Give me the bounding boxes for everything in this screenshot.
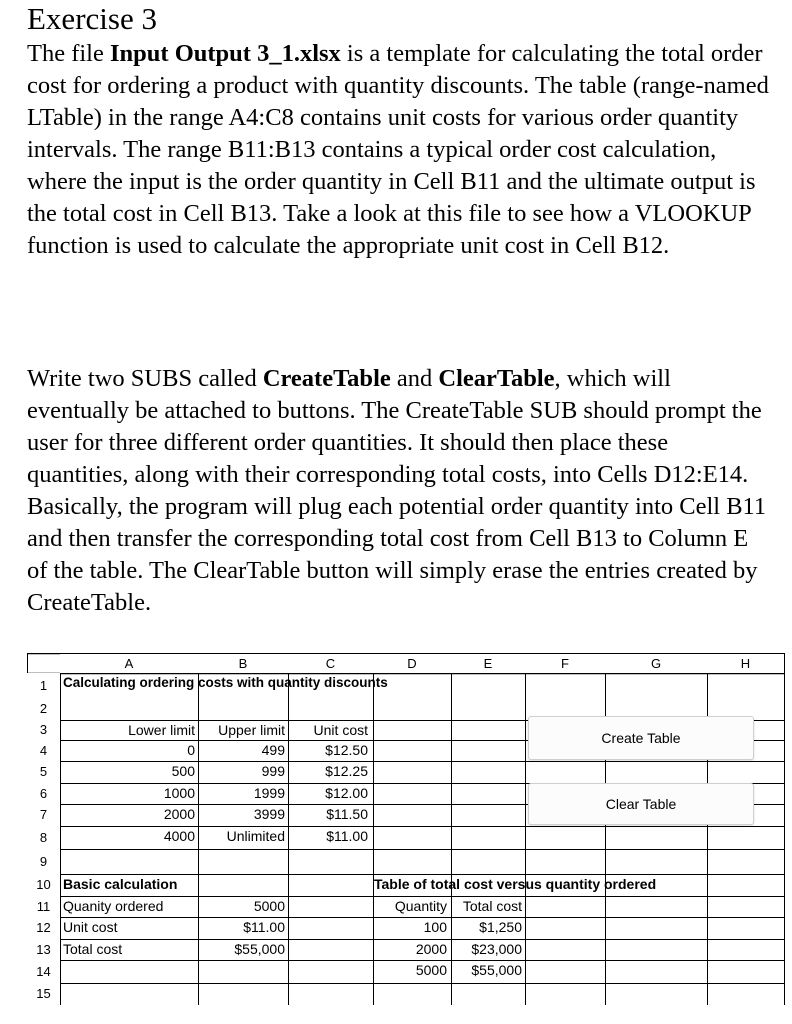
paragraph-2: [27, 363, 772, 619]
lookup-cost-cell[interactable]: $12.50: [325, 742, 368, 758]
row-header-9[interactable]: 9: [27, 849, 60, 874]
basic-calc-title[interactable]: Basic calculation: [63, 876, 178, 892]
header-upper-limit[interactable]: Upper limit: [218, 722, 285, 738]
result-qty-cell[interactable]: 5000: [415, 962, 447, 978]
row-header-7[interactable]: 7: [27, 804, 60, 826]
row-header-3[interactable]: 3: [27, 720, 60, 740]
row-header-6[interactable]: 6: [27, 783, 60, 804]
row-header-13[interactable]: 13: [27, 939, 60, 960]
row-header-15[interactable]: 15: [27, 983, 60, 1005]
lookup-lower-cell[interactable]: 0: [187, 742, 195, 758]
row-header-4[interactable]: 4: [27, 740, 60, 761]
paragraph-1: [27, 38, 772, 262]
qty-label[interactable]: Quanity ordered: [63, 898, 164, 914]
lookup-cost-cell[interactable]: $12.00: [325, 785, 368, 801]
para1-text-2: is a template for calculating the total order cost for ordering a product with quantity discounts. The table (range-named LTable) in the range A4:C8 contains unit costs for various order quantity intervals. The range B11:B13 contains a typical order cost calculation, where the input is the order quantity in Cell B11 and the ultimate output is the total cost in Cell B13. Take a look at this file to see how a VLOOKUP function is used to calculate the appropriate unit cost in Cell B12.: [27, 40, 769, 259]
result-header-total-cost[interactable]: Total cost: [462, 898, 522, 914]
exercise-heading: Exercise 3: [27, 1, 157, 36]
unit-cost-value[interactable]: $11.00: [243, 919, 285, 935]
sub-name-create: CreateTable: [262, 365, 391, 392]
total-cost-label[interactable]: Total cost: [63, 941, 123, 957]
row-header-12[interactable]: 12: [27, 917, 60, 939]
lookup-upper-cell[interactable]: 1999: [253, 785, 285, 801]
row-header-10[interactable]: 10: [27, 874, 60, 896]
lookup-upper-cell[interactable]: 999: [261, 763, 285, 779]
column-header-A[interactable]: A: [60, 654, 198, 673]
column-header-F[interactable]: F: [525, 654, 605, 673]
lookup-lower-cell[interactable]: 4000: [163, 828, 195, 844]
row-header-2[interactable]: 2: [27, 698, 60, 720]
unit-cost-label[interactable]: Unit cost: [63, 919, 118, 935]
lookup-cost-cell[interactable]: $12.25: [325, 763, 368, 779]
para2-text-3: , which will eventually be attached to buttons. The CreateTable SUB should prompt the user for three different order quantities. It should then place these quantities, along with their corresponding total costs, into Cells D12:E14. Basically, the program will plug each potential order quantity into Cell B11 and then transfer the corresponding total cost from Cell B13 to Column E of the table. The ClearTable button will simply erase the entries created by CreateTable.: [27, 365, 767, 616]
header-lower-limit[interactable]: Lower limit: [128, 722, 195, 738]
qty-value[interactable]: 5000: [253, 898, 285, 914]
lookup-upper-cell[interactable]: 499: [261, 742, 285, 758]
para2-text-1: Write two SUBS called: [27, 365, 263, 392]
column-header-H[interactable]: H: [707, 654, 784, 673]
lookup-upper-cell[interactable]: 3999: [253, 806, 285, 822]
column-header-B[interactable]: B: [198, 654, 288, 673]
lookup-lower-cell[interactable]: 500: [171, 763, 195, 779]
row-header-14[interactable]: 14: [27, 960, 60, 983]
create-table-button[interactable]: Create Table: [528, 716, 754, 760]
file-name: Input Output 3_1.xlsx: [110, 40, 341, 67]
column-header-E[interactable]: E: [451, 654, 525, 673]
result-table-title[interactable]: Table of total cost versus quantity ordered: [374, 876, 657, 892]
result-qty-cell[interactable]: 2000: [415, 941, 447, 957]
row-header-8[interactable]: 8: [27, 826, 60, 849]
clear-table-button[interactable]: Clear Table: [528, 783, 754, 825]
result-cost-cell[interactable]: $1,250: [479, 919, 522, 935]
result-cost-cell[interactable]: $55,000: [471, 962, 522, 978]
row-header-5[interactable]: 5: [27, 761, 60, 783]
sub-name-clear: ClearTable: [438, 365, 555, 392]
result-header-quantity[interactable]: Quantity: [394, 898, 447, 914]
row-header-11[interactable]: 11: [27, 896, 60, 917]
para1-text-1: The file: [27, 40, 110, 67]
para2-text-2: and: [390, 365, 439, 392]
column-header-G[interactable]: G: [605, 654, 707, 673]
total-cost-value[interactable]: $55,000: [234, 941, 285, 957]
result-cost-cell[interactable]: $23,000: [471, 941, 522, 957]
column-header-C[interactable]: C: [288, 654, 373, 673]
header-unit-cost[interactable]: Unit cost: [313, 722, 368, 738]
row-header-1[interactable]: 1: [27, 673, 60, 698]
lookup-lower-cell[interactable]: 2000: [163, 806, 195, 822]
lookup-lower-cell[interactable]: 1000: [163, 785, 195, 801]
lookup-upper-cell[interactable]: Unlimited: [226, 828, 285, 844]
lookup-cost-cell[interactable]: $11.50: [326, 806, 368, 822]
lookup-cost-cell[interactable]: $11.00: [326, 828, 368, 844]
result-qty-cell[interactable]: 100: [423, 919, 447, 935]
sheet-title-a1[interactable]: Calculating ordering costs with quantity discounts: [63, 675, 388, 690]
column-header-D[interactable]: D: [373, 654, 451, 673]
